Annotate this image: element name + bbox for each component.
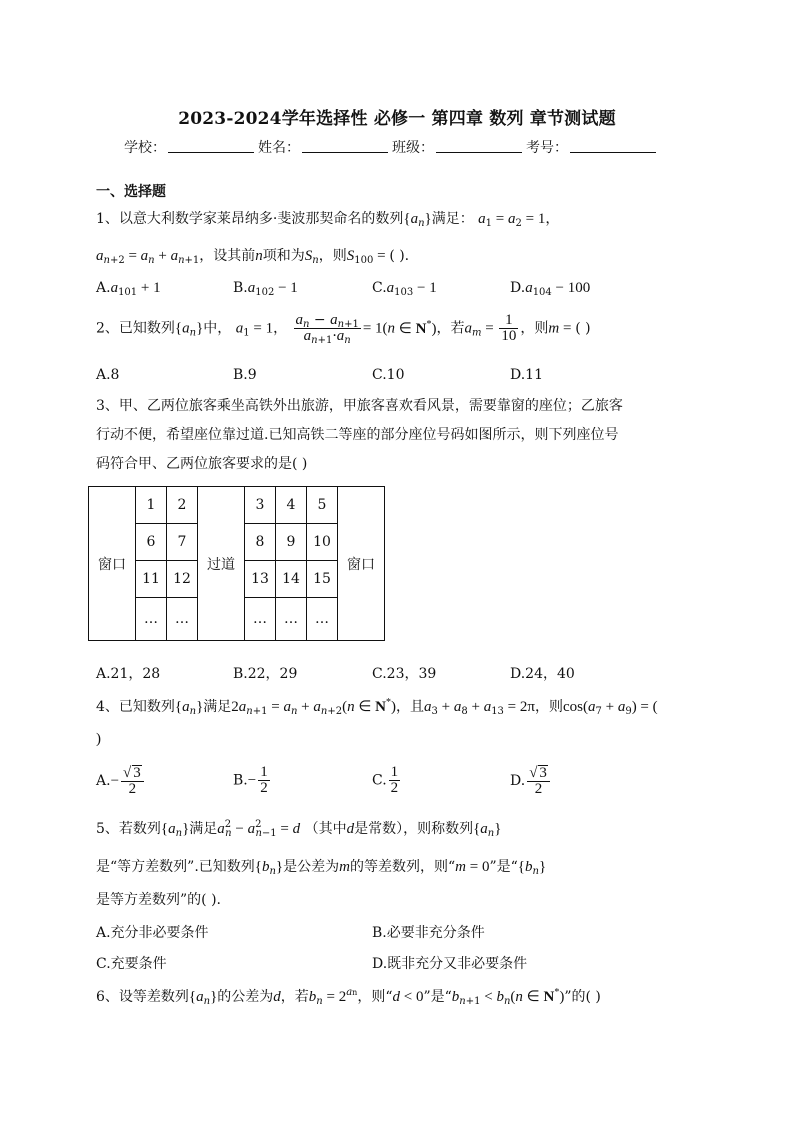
q5-option-b[interactable]: B.必要非充分条件	[372, 925, 485, 941]
q4-option-a[interactable]: A.− $\frac{√ 3}{2}$	[96, 765, 146, 797]
q4-option-c[interactable]: C. $\frac{1}{2}$	[372, 764, 399, 796]
question-4-line: 4、已知数列$\{a_n\}$满足$2a_{n+1} = a_n + a_{n+2}(n$ ∈ N*)，且$a_3 + a_8 + a_{13} = 2\pi$，则$\cos(a_7 + a_9)$ = (	[96, 697, 658, 717]
student-info-line	[124, 137, 660, 157]
seat-cell: 1	[136, 487, 167, 524]
seat-cell: 10	[307, 524, 338, 561]
q6-text: ，若	[280, 989, 309, 1005]
q2-option-c[interactable]: C.10	[372, 367, 405, 383]
name-blank[interactable]	[302, 139, 388, 153]
q1-option-c[interactable]: $C.a_{103} - 1$	[372, 280, 437, 298]
question-5-line-2: 是“等方差数列”.已知数列$\{b_n\}$是公差为m的等差数列，则“m = 0”是“$\{b_n\}$	[96, 859, 547, 877]
question-5-line-1: 5、若数列$\{a_n\}$满足$a^2_n - a^2_{n-1} = d$ （其中d是常数），则称数列$\{a_n\}$	[96, 819, 502, 839]
seat-map-table	[88, 486, 385, 641]
q5-text: 是常数），则称数列	[354, 821, 474, 837]
window-left: 窗口	[89, 487, 136, 641]
seat-cell: 6	[136, 524, 167, 561]
question-4-line-2: )	[96, 731, 101, 747]
q5-text: 是公差为	[283, 859, 340, 875]
seat-cell: 11	[136, 561, 167, 598]
q4-option-b[interactable]: B.− $\frac{1}{2}$	[233, 764, 268, 796]
q5-option-a[interactable]: A.充分非必要条件	[96, 925, 209, 941]
name-label: 姓名：	[258, 140, 300, 156]
question-5-line-3: 是等方差数列”的( ).	[96, 892, 221, 908]
q3-option-c[interactable]: C.23，39	[372, 666, 437, 682]
school-blank[interactable]	[168, 139, 254, 153]
q5-text: ”是“	[489, 859, 518, 875]
question-3-line-3: 码符合甲、乙两位旅客要求的是( )	[96, 456, 308, 472]
seat-cell: 4	[276, 487, 307, 524]
seat-cell: …	[307, 598, 338, 641]
q2-text: 若	[450, 320, 465, 337]
question-1-line-1: 1、以意大利数学家莱昂纳多·斐波那契命名的数列$\{a_n\}$满足： $a_1 = a_2 = 1$，	[96, 211, 560, 229]
seat-cell: …	[136, 598, 167, 641]
q5-option-d[interactable]: D.既非充分又非必要条件	[372, 956, 528, 972]
q1-option-d[interactable]: $D.a_{104} - 100$	[510, 280, 591, 298]
q1-text: 项和为	[262, 248, 305, 264]
q1-text: ( ).	[389, 248, 410, 264]
seat-cell: 12	[167, 561, 198, 598]
q1-option-a[interactable]: $A.a_{101} + 1$	[96, 280, 161, 298]
q1-text: 满足：	[431, 211, 474, 227]
q5-text: 的等差数列，则“	[349, 859, 456, 875]
q1-text: 设其前	[213, 248, 256, 264]
seat-cell: 14	[276, 561, 307, 598]
exam-no-blank[interactable]	[570, 139, 656, 153]
seat-cell: 8	[245, 524, 276, 561]
seat-cell: 2	[167, 487, 198, 524]
seat-cell: …	[167, 598, 198, 641]
q1-text: 1、以意大利数学家莱昂纳多·斐波那契命名的数列	[96, 211, 404, 227]
q5-text: 是“等方差数列”.已知数列	[96, 859, 255, 875]
q2-option-d[interactable]: D.11	[510, 367, 543, 383]
q4-option-d[interactable]: D. $\frac{√ 3}{2}$	[510, 765, 552, 797]
question-3-line-2: 行动不便，希望座位靠过道.已知高铁二等座的部分座位号码如图所示，则下列座位号	[96, 427, 619, 443]
q6-text: ，则“	[357, 989, 393, 1005]
section-heading: 一、选择题	[96, 184, 166, 200]
seat-cell: …	[276, 598, 307, 641]
seat-cell: 9	[276, 524, 307, 561]
q2-option-b[interactable]: B.9	[233, 367, 257, 383]
seat-cell: 3	[245, 487, 276, 524]
school-label: 学校：	[124, 140, 166, 156]
class-label: 班级：	[392, 140, 434, 156]
window-right: 窗口	[338, 487, 385, 641]
seat-cell: …	[245, 598, 276, 641]
q6-text: 的公差为	[217, 989, 274, 1005]
q4-text: 满足	[203, 699, 232, 715]
question-3-line-1: 3、甲、乙两位旅客乘坐高铁外出旅游，甲旅客喜欢看风景，需要靠窗的座位；乙旅客	[96, 398, 623, 414]
q4-text: 且	[410, 699, 424, 715]
q4-text: 4、已知数列	[96, 699, 175, 715]
exam-no-label: 考号：	[526, 140, 568, 156]
q2-text: 中，	[203, 320, 232, 337]
q1-option-b[interactable]: $B.a_{102} - 1$	[233, 280, 298, 298]
q5-option-c[interactable]: C.充要条件	[96, 956, 167, 972]
q3-option-d[interactable]: D.24，40	[510, 666, 575, 682]
q1-text: 则	[332, 248, 347, 264]
class-blank[interactable]	[436, 139, 522, 153]
q4-text: 则	[548, 699, 563, 715]
page-title: 2023-2024学年选择性 必修一 第四章 数列 章节测试题	[178, 109, 616, 129]
q6-text: 6、设等差数列	[96, 989, 189, 1005]
q6-text: ”是“	[423, 989, 452, 1005]
q5-text: （其中	[304, 821, 347, 837]
q2-text: ( )	[575, 320, 591, 337]
q2-text: 2、已知数列	[96, 320, 175, 337]
seat-cell: 7	[167, 524, 198, 561]
q5-text: 满足	[189, 821, 218, 837]
q6-text: ”的( )	[564, 989, 601, 1005]
aisle: 过道	[198, 487, 245, 641]
question-6-line: 6、设等差数列$\{a_n\}$的公差为d，若$b_n = 2^{an}$，则“d < 0”是“$b_{n+1} < b_n(n$ ∈ N*)”的( )	[96, 987, 601, 1007]
seat-cell: 13	[245, 561, 276, 598]
question-2-line: 2、已知数列$\{a_n\}$中， $a_1 = 1$， $\frac{a_n - a_{n+1}}{a_{n+1}\cdot a_n}$ = 1(n ∈ N*)，若$a_m$ = $\frac{1}{10}$ ，则m = ( )	[96, 312, 591, 346]
q3-option-a[interactable]: A.21，28	[96, 666, 161, 682]
q2-text: 则	[534, 320, 549, 337]
q5-text: 5、若数列	[96, 821, 161, 837]
q3-option-b[interactable]: B.22，29	[233, 666, 298, 682]
q2-option-a[interactable]: A.8	[96, 367, 120, 383]
question-1-line-2: $a_{n+2} = a_n + a_{n+1}$，设其前n项和为$S_n$，则$S_{100}$ = ( ).	[96, 248, 410, 266]
seat-cell: 5	[307, 487, 338, 524]
seat-cell: 15	[307, 561, 338, 598]
